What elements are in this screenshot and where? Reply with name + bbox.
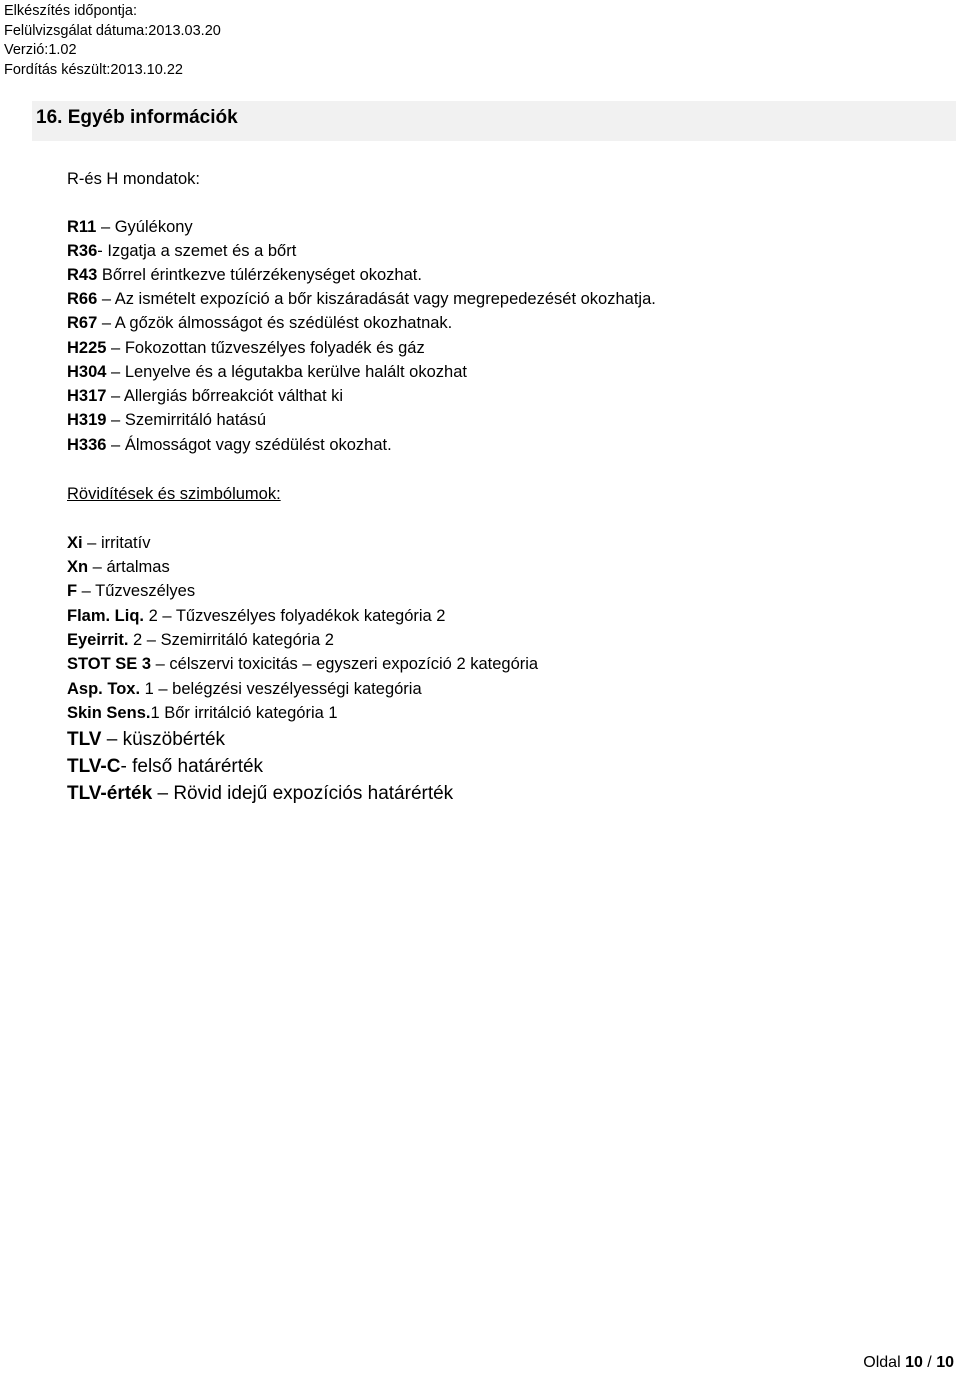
abbreviation-item — [67, 783, 453, 805]
phrase-separator: – — [106, 363, 125, 381]
abbreviation-item — [67, 655, 538, 674]
phrase-code: H304 — [67, 363, 107, 381]
abbreviation-text: felső határérték — [132, 756, 264, 777]
phrase-separator: – — [106, 339, 125, 357]
abbreviation-separator: 1 — [150, 704, 165, 722]
abbreviation-code: Skin Sens. — [67, 704, 151, 722]
abbreviation-separator: – — [101, 729, 123, 750]
document-header — [4, 2, 221, 80]
abbreviation-text: Tűzveszélyes folyadékok kategória 2 — [175, 607, 446, 625]
abbreviation-item — [67, 607, 445, 626]
phrase-code: H225 — [67, 339, 107, 357]
abbreviation-item — [67, 680, 422, 699]
abbreviation-item — [67, 558, 170, 577]
abbreviation-separator: – — [152, 783, 174, 804]
abbreviation-code: TLV-érték — [67, 783, 153, 804]
phrase-separator: – — [96, 218, 115, 236]
abbreviation-separator: 2 – — [144, 607, 176, 625]
page-number-prefix: Oldal — [863, 1354, 906, 1371]
abbreviation-item — [67, 582, 195, 601]
phrase-item — [67, 242, 296, 261]
phrase-item — [67, 314, 452, 333]
abbreviation-code: TLV — [67, 729, 102, 750]
abbreviation-text: Bőr irritálció kategória 1 — [164, 704, 338, 722]
abbreviation-code: Asp. Tox. — [67, 680, 141, 698]
abbreviation-separator: – — [151, 655, 170, 673]
phrase-text: Fokozottan tűzveszélyes folyadék és gáz — [124, 339, 425, 357]
phrase-item — [67, 218, 193, 237]
phrase-separator: – — [106, 436, 125, 454]
phrase-text: Bőrrel érintkezve túlérzékenységet okozhat. — [101, 266, 422, 284]
r-h-heading: R-és H mondatok: — [67, 170, 200, 188]
phrase-item — [67, 363, 467, 382]
abbreviation-code: TLV-C — [67, 756, 121, 777]
abbreviation-code: Xn — [67, 558, 89, 576]
abbreviations-heading: Rövidítések és szimbólumok: — [67, 485, 281, 503]
phrase-separator: – — [106, 411, 125, 429]
phrase-text: Lenyelve és a légutakba kerülve halált okozhat — [124, 363, 467, 381]
abbreviation-code: Xi — [67, 534, 83, 552]
phrase-text: A gőzök álmosságot és szédülést okozhatnak. — [114, 314, 453, 332]
phrase-text: Az ismételt expozíció a bőr kiszáradását vagy megrepedezését okozhatja. — [114, 290, 656, 308]
page-number — [863, 1354, 954, 1372]
section-header-bar — [32, 101, 956, 141]
section-title: 16. Egyéb információk — [36, 107, 238, 128]
phrase-item — [67, 339, 425, 358]
abbreviation-separator: – — [77, 582, 96, 600]
abbreviation-code: Eyeirrit. — [67, 631, 129, 649]
page-number-separator: / — [922, 1354, 937, 1371]
abbreviation-text: Tűzveszélyes — [95, 582, 196, 600]
phrase-item — [67, 436, 392, 455]
abbreviation-item — [67, 729, 225, 751]
phrase-item — [67, 266, 422, 285]
abbreviation-item — [67, 756, 263, 778]
version: Verzió:1.02 — [4, 42, 77, 58]
abbreviation-code: STOT SE 3 — [67, 655, 152, 673]
phrase-code: R66 — [67, 290, 98, 308]
phrase-text: Izgatja a szemet és a bőrt — [107, 242, 297, 260]
abbreviation-code: F — [67, 582, 78, 600]
prepared-date-label: Elkészítés időpontja: — [4, 3, 137, 19]
phrase-code: H319 — [67, 411, 107, 429]
phrase-text: Gyúlékony — [114, 218, 193, 236]
revision-date: Felülvizsgálat dátuma:2013.03.20 — [4, 22, 221, 39]
phrase-text: Szemirritáló hatású — [124, 411, 267, 429]
abbreviation-code: Flam. Liq. — [67, 607, 145, 625]
abbreviation-text: célszervi toxicitás – egyszeri expozíció 2 kategória — [169, 655, 539, 673]
page-number-total: 10 — [936, 1354, 954, 1371]
abbreviation-separator: – — [82, 534, 101, 552]
abbreviation-text: irritatív — [100, 534, 151, 552]
abbreviation-text: Rövid idejű expozíciós határérték — [173, 783, 454, 804]
phrase-item — [67, 290, 656, 309]
abbreviation-separator: 2 – — [128, 631, 161, 649]
abbreviation-text: küszöbérték — [122, 729, 226, 750]
abbreviation-separator: - — [120, 756, 133, 777]
phrase-item — [67, 411, 266, 430]
phrase-code: R67 — [67, 314, 98, 332]
abbreviation-text: belégzési veszélyességi kategória — [172, 680, 422, 698]
phrase-text: Allergiás bőrreakciót válthat ki — [123, 387, 344, 405]
abbreviation-item — [67, 704, 338, 723]
phrase-item — [67, 387, 343, 406]
phrase-code: R11 — [67, 218, 97, 236]
abbreviation-item — [67, 631, 334, 650]
abbreviation-separator: 1 – — [140, 680, 173, 698]
phrase-text: Álmosságot vagy szédülést okozhat. — [124, 436, 392, 454]
phrase-code: H317 — [67, 387, 107, 405]
phrase-code: H336 — [67, 436, 107, 454]
page-number-current: 10 — [905, 1354, 923, 1371]
phrase-separator: – — [97, 314, 115, 332]
phrase-separator: – — [106, 387, 124, 405]
translation-date: Fordítás készült:2013.10.22 — [4, 61, 183, 78]
phrase-separator: - — [97, 242, 108, 260]
abbreviation-text: ártalmas — [106, 558, 170, 576]
phrase-separator: – — [97, 290, 115, 308]
abbreviation-separator: – — [88, 558, 107, 576]
phrase-code: R36 — [67, 242, 98, 260]
abbreviation-item — [67, 534, 150, 553]
phrase-code: R43 — [67, 266, 98, 284]
abbreviation-text: Szemirritáló kategória 2 — [160, 631, 334, 649]
